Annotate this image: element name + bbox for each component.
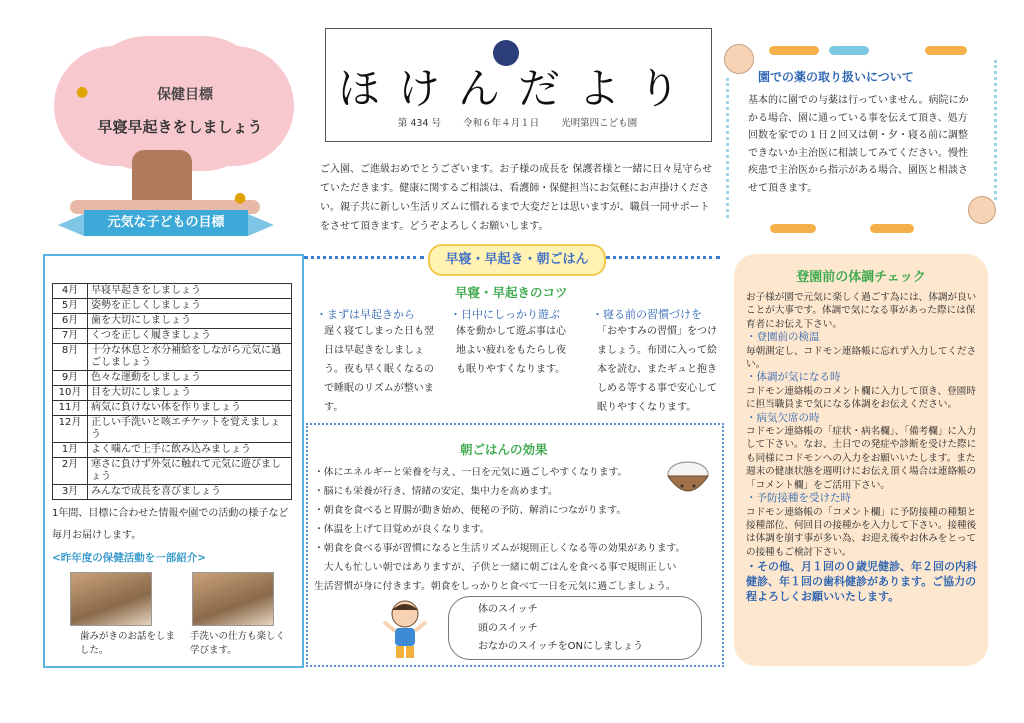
school-name: 光明第四こども園 bbox=[561, 118, 638, 129]
switch-text bbox=[478, 601, 643, 657]
goal-month: 8月 bbox=[53, 344, 88, 371]
table-row bbox=[53, 443, 292, 458]
goal-month: 7月 bbox=[53, 329, 88, 344]
check-item-text: 毎朝測定し、コドモン連絡帳に忘れず入力してください。 bbox=[746, 345, 977, 371]
breakfast-line: 大人も忙しい朝ではありますが、子供と一緒に朝ごはんを食べる事で規則正しい bbox=[314, 562, 677, 573]
photo-caption: 手洗いの仕方も楽しく学びます。 bbox=[190, 631, 286, 656]
newsletter-title: ほけんだより bbox=[338, 64, 699, 113]
medicine-frame-top bbox=[725, 44, 995, 58]
goal-text: 十分な休息と水分補給をしながら元気に過ごしましょう bbox=[88, 344, 292, 371]
switch-line: 体のスイッチ bbox=[478, 604, 538, 615]
switch-line: おなかのスイッチをONにしましょう bbox=[478, 641, 643, 652]
tips-title: 早寝・早起きのコツ bbox=[455, 285, 568, 300]
goal-month: 4月 bbox=[53, 284, 88, 299]
table-row bbox=[53, 344, 292, 371]
table-row bbox=[53, 329, 292, 344]
breakfast-line: ・朝食を食べると胃腸が動き始め、便秘の予防、解消につながります。 bbox=[314, 505, 627, 516]
tip-heading: ・日中にしっかり遊ぶ bbox=[450, 308, 560, 321]
ribbon-tail-left bbox=[58, 214, 84, 236]
goal-month: 12月 bbox=[53, 416, 88, 443]
health-check-text bbox=[746, 291, 982, 604]
check-item-heading: ・予防接種を受けた時 bbox=[746, 492, 851, 505]
medicine-frame-bottom bbox=[740, 224, 960, 234]
tip-text: 遅く寝てしまった日も翌日は早起きをしましょう。夜も早く眠くなるので睡眠のリズムが整います。 bbox=[324, 326, 434, 413]
capsule-icon bbox=[770, 224, 816, 233]
check-item-text: コドモン連絡帳のコメント欄に入力して頂き、登園時に担当職員まで気になる体調をお伝えください。 bbox=[746, 385, 976, 411]
photo-caption: 歯みがきのお話をしました。 bbox=[80, 631, 176, 656]
check-item-text: コドモン連絡帳の「症状・病名欄」、「備考欄」に入力して下さい。なお、土日での発症や診断を受けた際にも同様にコドモンへの入力をお願いいたします。また週末の健康状態を週明けにお伝え頂く場合は連絡帳の「コメント欄」をご活用下さい。 bbox=[746, 426, 977, 491]
photo-tooth-brushing bbox=[70, 572, 152, 626]
chick-icon: ● bbox=[234, 190, 247, 206]
breakfast-title: 朝ごはんの効果 bbox=[460, 442, 548, 457]
goal-text: 寒さに負けず外気に触れて元気に遊びましょう bbox=[88, 458, 292, 485]
tip-text: 体を動かして遊ぶ事は心地よい疲れをもたらし夜も眠りやすくなります。 bbox=[456, 326, 566, 375]
boy-icon bbox=[380, 598, 430, 660]
ribbon-tail-right bbox=[248, 214, 274, 236]
table-row bbox=[53, 371, 292, 386]
switch-line: 頭のスイッチ bbox=[478, 622, 538, 634]
table-row bbox=[53, 386, 292, 401]
goals-ribbon: 元気な子どもの目標 bbox=[84, 210, 248, 236]
capsule-icon bbox=[829, 46, 869, 55]
check-item-heading: ・病気欠席の時 bbox=[746, 411, 820, 424]
goal-text: みんなで成長を喜びましょう bbox=[88, 485, 292, 500]
issue-number: 第 434 号 bbox=[397, 118, 442, 129]
goal-month: 5月 bbox=[53, 299, 88, 314]
check-item-text: コドモン連絡帳の「コメント欄」に予防接種の種類と接種部位、何回目の接種かを入力して下さい。接種後は体調を崩す事が多い為、お迎え後やお休みをとっての接種もご検討下さい。 bbox=[746, 506, 977, 558]
last-year-heading: <昨年度の保健活動を一部紹介> bbox=[52, 552, 207, 564]
goal-text: 色々な運動をしましょう bbox=[88, 371, 292, 386]
goal-text: 姿勢を正しくしましょう bbox=[88, 299, 292, 314]
goal-text: くつを正しく履きましょう bbox=[88, 329, 292, 344]
breakfast-line: ・体温を上げて目覚めが良くなります。 bbox=[314, 524, 490, 535]
goal-month: 2月 bbox=[53, 458, 88, 485]
goal-text: 歯を大切にしましょう bbox=[88, 314, 292, 329]
medicine-title: 園での薬の取り扱いについて bbox=[758, 70, 914, 84]
medicine-frame-left bbox=[726, 78, 739, 218]
breakfast-line: ・脳にも栄養が行き、情緒の安定、集中力を高めます。 bbox=[314, 486, 558, 497]
goal-text: 目を大切にしましょう bbox=[88, 386, 292, 401]
goal-month: 10月 bbox=[53, 386, 88, 401]
tip-heading: ・まずは早起きから bbox=[316, 308, 415, 321]
tip-heading: ・寝る前の習慣づけを bbox=[592, 308, 702, 321]
greeting-text: ご入園、ご進級おめでとうございます。お子様の成長を 保護者様と一緒に日々見守らせていただきます。健康に関するご相談は、看護師・保健担当にお気軽にお声掛けください。親子共に新しい生活リズムに慣れるまで大変だとは思いますが、職員一同サポートをさせて頂きます。どうぞよろしくお願いします。 bbox=[320, 164, 713, 232]
capsule-icon bbox=[769, 46, 819, 55]
monthly-goals-table bbox=[52, 283, 292, 500]
health-goal-text: 早寝早起きをしましょう bbox=[97, 118, 263, 136]
goal-month: 11月 bbox=[53, 401, 88, 416]
chick-icon: ● bbox=[76, 84, 89, 100]
goal-month: 6月 bbox=[53, 314, 88, 329]
issue-line bbox=[325, 115, 710, 129]
goal-month: 1月 bbox=[53, 443, 88, 458]
table-row bbox=[53, 458, 292, 485]
table-row bbox=[53, 416, 292, 443]
goal-month: 9月 bbox=[53, 371, 88, 386]
check-closing: ・その他、月１回の０歳児健診、年２回の内科健診、年１回の歯科健診があります。ご協力の程よろしくお願いいたします。 bbox=[746, 560, 977, 604]
baby-face-icon bbox=[968, 196, 996, 224]
goals-intro: 1年間、目標に合わせた情報や園での活動の様子など毎月お届けします。 bbox=[52, 508, 289, 541]
table-row bbox=[53, 284, 292, 299]
table-row bbox=[53, 299, 292, 314]
breakfast-text bbox=[314, 463, 718, 596]
goal-text: 病気に負けない体を作りましょう bbox=[88, 401, 292, 416]
goal-text: 正しい手洗いと咳エチケットを覚えましょう bbox=[88, 416, 292, 443]
breakfast-line: ・朝食を食べる事が習慣になると生活リズムが規則正しくなる等の効果があります。 bbox=[314, 543, 686, 554]
check-item-heading: ・体調が気になる時 bbox=[746, 371, 841, 384]
goal-month: 3月 bbox=[53, 485, 88, 500]
health-check-title: 登園前の体調チェック bbox=[796, 270, 926, 285]
capsule-icon bbox=[925, 46, 967, 55]
table-row bbox=[53, 401, 292, 416]
section-banner: 早寝・早起き・朝ごはん bbox=[428, 244, 606, 276]
baby-face-icon bbox=[724, 44, 754, 74]
breakfast-line: ・体にエネルギーと栄養を与え、一日を元気に過ごしやすくなります。 bbox=[314, 467, 628, 478]
divider-right bbox=[606, 256, 720, 259]
check-item-heading: ・登園前の検温 bbox=[746, 331, 820, 344]
health-goal-title: 保健目標 bbox=[157, 87, 213, 103]
issue-date: 令和６年４月１日 bbox=[463, 118, 540, 129]
medicine-text: 基本的に園での与薬は行っていません。病院にかかる場合、園に通っている事を伝えて頂き、処方回数を家での１日２回又は朝・夕・寝る前に調整できないか主治医に相談してみてください。慢性疾患で主治医から指示がある場合、園医と相談させて頂きます。 bbox=[748, 95, 969, 194]
divider-left bbox=[304, 256, 424, 259]
capsule-icon bbox=[870, 224, 914, 233]
health-check-intro: お子様が園で元気に楽しく過ごす為には、体調が良いことが大事です。体調で気になる事があった際には保育者にお伝え下さい。 bbox=[746, 292, 977, 330]
rice-bowl-icon bbox=[664, 458, 712, 502]
goal-text: よく噛んで上手に飲み込みましょう bbox=[88, 443, 292, 458]
table-row bbox=[53, 485, 292, 500]
medicine-frame-right bbox=[984, 60, 997, 200]
tip-text: 「おやすみの習慣」をつけましょう。布団に入って絵本を読む、またギュと抱きしめる等する事で安心して眠りやすくなります。 bbox=[597, 326, 717, 413]
table-row bbox=[53, 314, 292, 329]
photo-hand-washing bbox=[192, 572, 274, 626]
goal-text: 早寝早起きをしましょう bbox=[88, 284, 292, 299]
breakfast-line: 生活習慣が身に付きます。朝食をしっかりと食べて一日を元気に過ごしましょう。 bbox=[314, 581, 676, 592]
